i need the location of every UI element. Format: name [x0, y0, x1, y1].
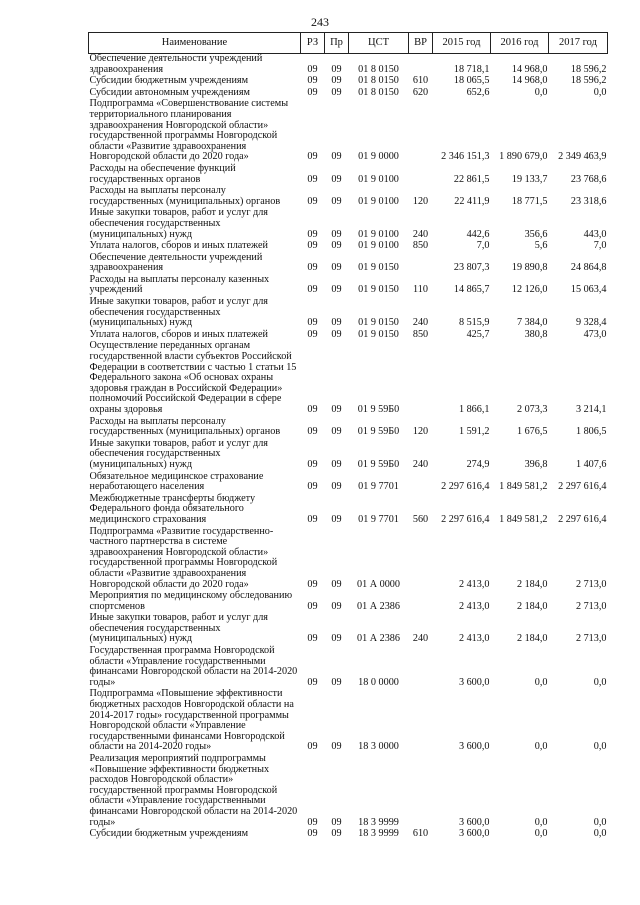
- table-row: [89, 341, 608, 416]
- row-rz-cell: 09: [307, 284, 318, 296]
- row-vr-cell: [409, 527, 433, 592]
- row-2015-cell: 2 413,0: [458, 633, 490, 645]
- row-2017-cell: 473,0: [583, 328, 607, 340]
- row-rz-cell: 09: [307, 600, 318, 612]
- row-pr-cell: 09: [331, 481, 342, 493]
- row-2015-cell: 18 065,5: [453, 75, 490, 87]
- row-2015-cell: 8 515,9: [458, 317, 490, 329]
- table-row: [89, 646, 608, 689]
- row-2015-cell: 2 413,0: [458, 600, 490, 612]
- row-cst-cell: 01 А 2386: [356, 600, 400, 612]
- row-2015-cell: 1 591,2: [458, 426, 490, 438]
- row-2017-cell: 24 864,8: [570, 262, 607, 274]
- table-row: [89, 241, 608, 253]
- row-rz-cell: 09: [307, 816, 318, 828]
- row-2017-cell: 2 297 616,4: [558, 513, 607, 525]
- row-rz-cell: 09: [307, 404, 318, 415]
- row-rz-cell: 09: [307, 63, 318, 75]
- row-name-cell: Уплата налогов, сборов и иных платежей: [89, 240, 268, 252]
- table-row: [89, 417, 608, 439]
- row-pr-cell: 09: [331, 741, 342, 753]
- row-2015-cell: 2 346 151,3: [441, 151, 490, 163]
- row-vr-cell: [409, 54, 433, 77]
- row-2015-cell: 1 866,1: [458, 404, 490, 415]
- row-vr-cell: [409, 472, 433, 494]
- row-2015-cell: 2 297 616,4: [441, 481, 490, 493]
- table-row: [89, 613, 608, 646]
- row-name-cell: Подпрограмма «Повышение эффективности бюджетных расходов Новгородской области на 2014-2017 годы» государственной программы Новгородской области «Управление государственными финансами Новгородской области на 2014-2020 годы»: [89, 688, 294, 753]
- row-cst-cell: 01 9 0000: [358, 151, 399, 163]
- header-pr: Пр: [325, 33, 349, 54]
- row-vr-cell: 120: [412, 195, 429, 207]
- row-pr-cell: 09: [331, 578, 342, 590]
- row-pr-cell: 09: [331, 600, 342, 612]
- row-2015-cell: 3 600,0: [458, 741, 490, 753]
- row-pr-cell: 09: [331, 816, 342, 828]
- row-cst-cell: 01 А 2386: [356, 633, 400, 645]
- row-rz-cell: 09: [307, 481, 318, 493]
- row-2015-cell: 2 297 616,4: [441, 513, 490, 525]
- row-2015-cell: 22 861,5: [453, 173, 490, 185]
- row-cst-cell: 18 3 9999: [358, 828, 399, 840]
- row-name-cell: Реализация мероприятий подпрограммы «Повышение эффективности бюджетных расходов Новгородской области» государственной программы Новгородской области «Управление государственными финансами Новгородской области на 2014-2020 годы»: [89, 753, 298, 828]
- row-2016-cell: 1 676,5: [516, 426, 548, 438]
- row-2016-cell: 2 184,0: [516, 600, 548, 612]
- row-2016-cell: 1 849 581,2: [499, 513, 548, 525]
- row-cst-cell: 01 9 59Б0: [357, 426, 400, 438]
- row-cst-cell: 01 9 0150: [358, 328, 399, 340]
- row-pr-cell: 09: [331, 404, 342, 415]
- row-2017-cell: 18 596,2: [570, 63, 607, 75]
- header-name: Наименование: [89, 33, 301, 54]
- row-2016-cell: 2 073,3: [516, 404, 548, 415]
- row-2017-cell: 7,0: [593, 240, 607, 252]
- row-2015-cell: 23 807,3: [453, 262, 490, 274]
- row-vr-cell: [409, 689, 433, 754]
- row-rz-cell: 09: [307, 426, 318, 438]
- row-name-cell: Иные закупки товаров, работ и услуг для обеспечения государственных (муниципальных) нужд: [89, 207, 268, 240]
- row-2017-cell: 0,0: [593, 741, 607, 753]
- row-vr-cell: 240: [412, 458, 429, 470]
- row-rz-cell: 09: [307, 86, 318, 98]
- row-pr-cell: 09: [331, 262, 342, 274]
- row-2017-cell: 2 349 463,9: [558, 151, 607, 163]
- row-2015-cell: 3 600,0: [458, 676, 490, 688]
- row-2017-cell: 1 407,6: [575, 458, 607, 470]
- row-2017-cell: 3 214,1: [575, 404, 607, 415]
- row-2016-cell: 14 968,0: [511, 75, 548, 87]
- row-2016-cell: 12 126,0: [511, 284, 548, 296]
- header-cst: ЦСТ: [349, 33, 409, 54]
- header-rz: РЗ: [301, 33, 325, 54]
- row-2016-cell: 356,6: [524, 228, 548, 240]
- header-2016: 2016 год: [491, 33, 549, 54]
- row-pr-cell: 09: [331, 151, 342, 163]
- row-2016-cell: 19 890,8: [511, 262, 548, 274]
- row-2017-cell: 15 063,4: [570, 284, 607, 296]
- row-2016-cell: 18 771,5: [511, 195, 548, 207]
- row-2017-cell: 0,0: [593, 676, 607, 688]
- row-pr-cell: 09: [331, 228, 342, 240]
- row-2016-cell: 1 890 679,0: [499, 151, 548, 163]
- row-vr-cell: 620: [412, 86, 429, 98]
- row-2016-cell: 2 184,0: [516, 633, 548, 645]
- row-name-cell: Расходы на выплаты персоналу казенных учреждений: [89, 273, 270, 296]
- row-cst-cell: 01 9 0150: [358, 317, 399, 329]
- row-name-cell: Осуществление переданных органам государственной власти субъектов Российской Федерации в соответствии с частью 1 статьи 15 Федерального закона «Об основах охраны здоровья граждан в Российской Федерации» полномочий Российской Федерации в сфере охраны здоровья: [89, 340, 297, 415]
- page-number: 243: [311, 15, 329, 29]
- row-2016-cell: 396,8: [524, 458, 548, 470]
- row-2016-cell: 380,8: [524, 328, 548, 340]
- row-2017-cell: 2 713,0: [575, 600, 607, 612]
- row-pr-cell: 09: [331, 426, 342, 438]
- table-row: [89, 99, 608, 164]
- row-name-cell: Иные закупки товаров, работ и услуг для обеспечения государственных (муниципальных) нужд: [89, 296, 268, 329]
- table-row: [89, 164, 608, 186]
- row-2017-cell: 0,0: [593, 86, 607, 98]
- header-2017: 2017 год: [549, 33, 608, 54]
- row-2017-cell: 443,0: [583, 228, 607, 240]
- row-rz-cell: 09: [307, 513, 318, 525]
- row-pr-cell: 09: [331, 284, 342, 296]
- row-name-cell: Субсидии автономным учреждениям: [89, 86, 250, 98]
- row-2017-cell: 9 328,4: [575, 317, 607, 329]
- table-row: [89, 689, 608, 754]
- row-pr-cell: 09: [331, 75, 342, 87]
- table-row: [89, 253, 608, 275]
- row-cst-cell: 01 А 0000: [356, 578, 400, 590]
- row-rz-cell: 09: [307, 228, 318, 240]
- row-name-cell: Субсидии бюджетным учреждениям: [89, 828, 249, 840]
- row-rz-cell: 09: [307, 317, 318, 329]
- row-2017-cell: 0,0: [593, 816, 607, 828]
- table-body: [89, 54, 608, 841]
- row-vr-cell: 850: [412, 240, 429, 252]
- row-cst-cell: 01 8 0150: [358, 75, 399, 87]
- row-pr-cell: 09: [331, 173, 342, 185]
- row-name-cell: Расходы на обеспечение функций государственных органов: [89, 162, 236, 185]
- table-row: [89, 54, 608, 77]
- row-2016-cell: 2 184,0: [516, 578, 548, 590]
- table-row: [89, 297, 608, 330]
- row-2016-cell: 0,0: [534, 741, 548, 753]
- row-name-cell: Уплата налогов, сборов и иных платежей: [89, 328, 268, 340]
- row-pr-cell: 09: [331, 195, 342, 207]
- table-header: [89, 33, 608, 54]
- row-rz-cell: 09: [307, 676, 318, 688]
- row-cst-cell: 01 9 0150: [358, 262, 399, 274]
- row-rz-cell: 09: [307, 328, 318, 340]
- row-name-cell: Иные закупки товаров, работ и услуг для обеспечения государственных (муниципальных) нужд: [89, 437, 268, 470]
- row-vr-cell: 610: [412, 75, 429, 87]
- row-vr-cell: 850: [412, 328, 429, 340]
- row-cst-cell: 18 3 9999: [358, 816, 399, 828]
- row-name-cell: Обеспечение деятельности учреждений здравоохранения: [89, 251, 263, 274]
- row-2016-cell: 7 384,0: [516, 317, 548, 329]
- row-rz-cell: 09: [307, 151, 318, 163]
- row-2016-cell: 0,0: [534, 86, 548, 98]
- row-name-cell: Межбюджетные трансферты бюджету Федерального фонда обязательного медицинского страхования: [89, 492, 256, 525]
- row-2017-cell: 0,0: [593, 828, 607, 840]
- row-name-cell: Мероприятия по медицинскому обследованию спортсменов: [89, 590, 293, 612]
- row-pr-cell: 09: [331, 86, 342, 98]
- row-pr-cell: 09: [331, 513, 342, 525]
- row-cst-cell: 01 9 0150: [358, 284, 399, 296]
- row-rz-cell: 09: [307, 828, 318, 840]
- table-row: [89, 208, 608, 241]
- row-cst-cell: 01 9 0100: [358, 173, 399, 185]
- row-pr-cell: 09: [331, 458, 342, 470]
- row-name-cell: Государственная программа Новгородской области «Управление государственными финансами Новгородской области на 2014-2020 годы»: [89, 645, 298, 688]
- row-cst-cell: 01 8 0150: [358, 86, 399, 98]
- row-rz-cell: 09: [307, 75, 318, 87]
- row-2015-cell: 274,9: [466, 458, 490, 470]
- row-pr-cell: 09: [331, 828, 342, 840]
- row-2016-cell: 19 133,7: [511, 173, 548, 185]
- row-vr-cell: 110: [413, 284, 428, 296]
- row-pr-cell: 09: [331, 240, 342, 252]
- row-2017-cell: 1 806,5: [575, 426, 607, 438]
- row-2016-cell: 0,0: [534, 676, 548, 688]
- header-vr: ВР: [409, 33, 433, 54]
- row-rz-cell: 09: [307, 741, 318, 753]
- row-rz-cell: 09: [307, 578, 318, 590]
- row-cst-cell: 01 9 59Б0: [357, 404, 400, 415]
- row-2015-cell: 7,0: [476, 240, 490, 252]
- row-2017-cell: 2 713,0: [575, 633, 607, 645]
- row-pr-cell: 09: [331, 676, 342, 688]
- row-vr-cell: [409, 646, 433, 689]
- row-cst-cell: 18 3 0000: [358, 741, 399, 753]
- row-2015-cell: 14 865,7: [453, 284, 490, 296]
- table-row: [89, 527, 608, 592]
- row-2015-cell: 442,6: [466, 228, 490, 240]
- row-cst-cell: 01 9 7701: [358, 481, 399, 493]
- row-2015-cell: 652,6: [466, 86, 490, 98]
- table-row: [89, 494, 608, 527]
- row-name-cell: Обеспечение деятельности учреждений здравоохранения: [89, 53, 263, 75]
- table-row: [89, 439, 608, 472]
- row-2015-cell: 18 718,1: [453, 63, 490, 75]
- row-pr-cell: 09: [331, 633, 342, 645]
- row-rz-cell: 09: [307, 458, 318, 470]
- row-2015-cell: 3 600,0: [458, 816, 490, 828]
- row-2017-cell: 2 297 616,4: [558, 481, 607, 493]
- row-vr-cell: [409, 164, 433, 186]
- row-cst-cell: 01 9 59Б0: [357, 458, 400, 470]
- row-2015-cell: 425,7: [466, 328, 490, 340]
- table-row: [89, 186, 608, 208]
- row-name-cell: Расходы на выплаты персоналу государственных (муниципальных) органов: [89, 415, 281, 438]
- table-row: [89, 472, 608, 494]
- row-vr-cell: 610: [412, 828, 429, 840]
- row-vr-cell: 560: [412, 513, 429, 525]
- row-vr-cell: [409, 591, 433, 613]
- row-2015-cell: 22 411,9: [454, 195, 490, 207]
- row-cst-cell: 01 9 0100: [358, 195, 399, 207]
- header-row: [89, 33, 608, 54]
- row-2016-cell: 14 968,0: [511, 63, 548, 75]
- row-name-cell: Обязательное медицинское страхование неработающего населения: [89, 470, 264, 493]
- row-name-cell: Иные закупки товаров, работ и услуг для обеспечения государственных (муниципальных) нужд: [89, 612, 268, 645]
- row-vr-cell: 240: [412, 228, 429, 240]
- row-2017-cell: 23 318,6: [570, 195, 607, 207]
- row-2016-cell: 0,0: [534, 816, 548, 828]
- row-vr-cell: [409, 253, 433, 275]
- budget-table: [88, 32, 608, 841]
- row-2016-cell: 1 849 581,2: [499, 481, 548, 493]
- table-row: [89, 829, 608, 841]
- header-2015: 2015 год: [433, 33, 491, 54]
- row-cst-cell: 01 9 7701: [358, 513, 399, 525]
- row-2017-cell: 23 768,6: [570, 173, 607, 185]
- row-rz-cell: 09: [307, 240, 318, 252]
- row-pr-cell: 09: [331, 328, 342, 340]
- row-2017-cell: 18 596,2: [570, 75, 607, 87]
- row-2015-cell: 3 600,0: [458, 828, 490, 840]
- row-name-cell: Расходы на выплаты персоналу государственных (муниципальных) органов: [89, 185, 281, 207]
- row-name-cell: Подпрограмма «Развитие государственно-частного партнерства в системе здравоохранения Новгородской области» государственной программы Новгородской области «Развитие здравоохранения Новгородской области до 2020 года»: [89, 525, 278, 590]
- row-vr-cell: 240: [412, 317, 429, 329]
- row-cst-cell: 01 9 0100: [358, 240, 399, 252]
- row-2016-cell: 5,6: [534, 240, 548, 252]
- row-cst-cell: 01 8 0150: [358, 63, 399, 75]
- row-name-cell: Субсидии бюджетным учреждениям: [89, 75, 249, 87]
- row-rz-cell: 09: [307, 633, 318, 645]
- table-row: [89, 275, 608, 297]
- table-row: [89, 591, 608, 613]
- row-vr-cell: [409, 99, 433, 164]
- row-vr-cell: [409, 341, 433, 416]
- row-rz-cell: 09: [307, 195, 318, 207]
- row-cst-cell: 01 9 0100: [358, 228, 399, 240]
- row-pr-cell: 09: [331, 63, 342, 75]
- row-cst-cell: 18 0 0000: [358, 676, 399, 688]
- table-row: [89, 754, 608, 829]
- row-pr-cell: 09: [331, 317, 342, 329]
- row-2017-cell: 2 713,0: [575, 578, 607, 590]
- row-2016-cell: 0,0: [534, 828, 548, 840]
- row-2015-cell: 2 413,0: [458, 578, 490, 590]
- row-vr-cell: 240: [412, 633, 429, 645]
- row-rz-cell: 09: [307, 262, 318, 274]
- row-vr-cell: [409, 754, 433, 829]
- row-name-cell: Подпрограмма «Совершенствование системы территориального планирования здравоохранения Новгородской области» государственной программы Новгородской области «Развитие здравоохранения Новгородской области до 2020 года»: [89, 98, 289, 163]
- row-rz-cell: 09: [307, 173, 318, 185]
- row-vr-cell: 120: [412, 426, 429, 438]
